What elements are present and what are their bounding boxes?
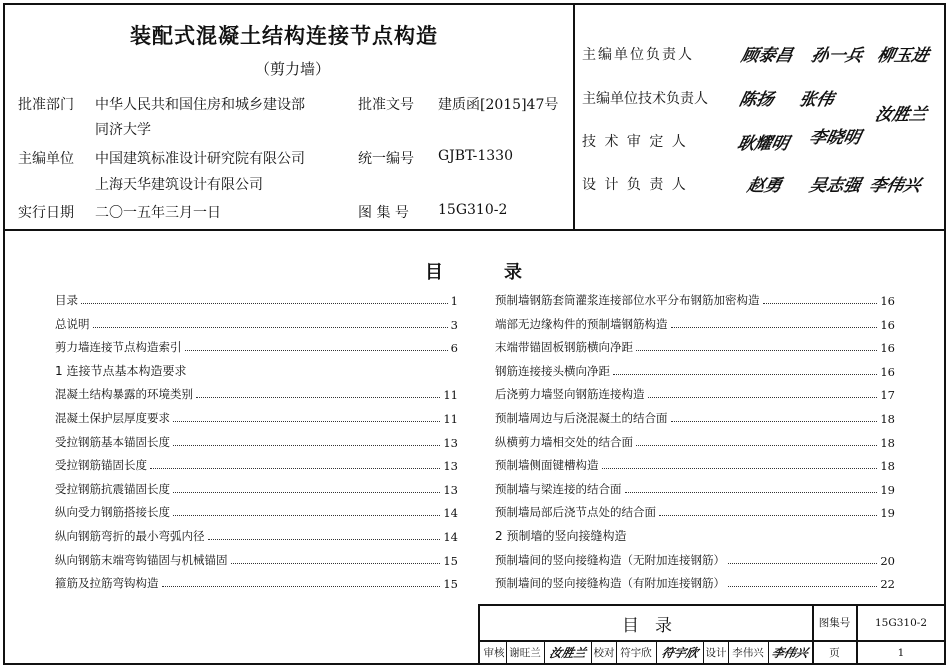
title-block-check-name: 符宇欣: [620, 647, 652, 659]
toc-entry[interactable]: [495, 500, 895, 520]
toc-entry-label: 受拉钢筋锚固长度: [55, 458, 147, 473]
toc-leader-dots: [81, 303, 448, 304]
toc-entry[interactable]: [55, 548, 458, 568]
document-subtitle: （剪力墙）: [255, 60, 331, 78]
toc-entry-page: 20: [880, 553, 895, 568]
toc-entry-page: 14: [443, 530, 458, 544]
toc-leader-dots: [231, 563, 441, 564]
resp-label-2: 主编单位技术负责人: [582, 91, 708, 107]
toc-leader-dots: [763, 303, 878, 304]
toc-entry-page: 22: [880, 577, 895, 592]
title-block-review-name: 谢旺兰: [509, 647, 541, 659]
toc-entry[interactable]: [495, 312, 895, 332]
toc-entry-page: 1: [450, 294, 458, 308]
toc-entry[interactable]: [55, 500, 458, 520]
signature: 张伟: [797, 90, 836, 110]
approval-doc: 建质函[2015]47号: [438, 97, 559, 113]
toc-entry[interactable]: [55, 477, 458, 497]
toc-leader-dots: [613, 374, 877, 375]
toc-leader-dots: [208, 539, 441, 540]
toc-leader-dots: [671, 421, 878, 422]
toc-entry[interactable]: [495, 406, 895, 426]
title-block-check-signature: 符宇欣: [660, 646, 700, 660]
toc-entry-page: 19: [880, 482, 895, 497]
signature: 顾泰昌: [739, 46, 795, 66]
toc-entry-page: 14: [443, 506, 458, 521]
toc-entry[interactable]: [495, 477, 895, 497]
toc-entry[interactable]: [55, 312, 458, 332]
approval-dept-label: 批准部门: [18, 97, 74, 113]
toc-entry[interactable]: [55, 453, 458, 473]
resp-label-3: 技 术 审 定 人: [582, 134, 688, 150]
toc-entry-label: 末端带锚固板钢筋横向净距: [495, 340, 633, 355]
toc-leader-dots: [185, 350, 448, 351]
effective-date: 二〇一五年三月一日: [95, 205, 221, 221]
document-title: 装配式混凝土结构连接节点构造: [130, 24, 438, 48]
toc-section-heading: 1 连接节点基本构造要求: [55, 363, 187, 378]
toc-leader-dots: [173, 421, 440, 422]
approval-doc-label: 批准文号: [358, 97, 414, 113]
toc-entry-label: 目录: [55, 293, 78, 307]
signature: 赵勇: [745, 176, 784, 196]
unified-no: GJBT-1330: [438, 148, 513, 164]
date-label: 实行日期: [18, 205, 74, 221]
toc-entry[interactable]: [55, 571, 458, 591]
toc-entry[interactable]: [495, 359, 895, 379]
toc-leader-dots: [602, 468, 878, 469]
title-block-atlas-label: 图集号: [818, 617, 851, 629]
title-block-review-signature: 汝胜兰: [548, 646, 588, 660]
toc-leader-dots: [150, 468, 440, 469]
title-block-title-left: 目: [622, 616, 639, 636]
toc-entry-label: 混凝土结构暴露的环境类别: [55, 387, 193, 402]
toc-entry[interactable]: [495, 453, 895, 473]
toc-entry-label: 总说明: [55, 316, 90, 331]
toc-entry-label: 预制墙侧面键槽构造: [495, 458, 599, 473]
title-block-page-label: 页: [829, 647, 840, 659]
toc-entry-label: 纵向钢筋弯折的最小弯弧内径: [55, 529, 205, 543]
toc-entry-page: 16: [880, 341, 895, 356]
toc-entry-page: 17: [880, 388, 895, 403]
toc-entry[interactable]: [495, 430, 895, 450]
title-block-check-label: 校对: [593, 647, 615, 659]
header-bottom-border: [3, 229, 946, 231]
toc-entry-page: 19: [880, 506, 895, 521]
toc-entry-label: 预制墙间的竖向接缝构造（有附加连接钢筋）: [495, 576, 725, 591]
signature: 汝胜兰: [873, 105, 929, 125]
toc-entry-label: 纵向钢筋末端弯钩锚固与机械锚固: [55, 552, 228, 567]
toc-entry-label: 受拉钢筋基本锚固长度: [55, 434, 170, 449]
toc-leader-dots: [173, 492, 440, 493]
toc-entry-label: 预制墙钢筋套筒灌浆连接部位水平分布钢筋加密构造: [495, 293, 760, 307]
editor-line-2: 中国建筑标准设计研究院有限公司: [95, 151, 305, 167]
toc-leader-dots: [648, 397, 878, 398]
title-block-design-signature: 李伟兴: [770, 646, 810, 660]
toc-entry[interactable]: [55, 382, 458, 402]
toc-entry-label: 预制墙周边与后浇混凝土的结合面: [495, 411, 668, 425]
title-block-design-name: 李伟兴: [732, 647, 764, 659]
toc-entry-page: 16: [880, 364, 895, 379]
toc-entry-page: 16: [880, 317, 895, 332]
editor-line-3: 上海天华建筑设计有限公司: [95, 177, 263, 193]
toc-entry[interactable]: [495, 571, 895, 591]
toc-section-heading: 2 预制墙的竖向接缝构造: [495, 529, 627, 543]
toc-entry-page: 16: [880, 294, 895, 308]
toc-entry-label: 后浇剪力墙竖向钢筋连接构造: [495, 387, 645, 402]
toc-entry-page: 3: [450, 317, 458, 332]
title-block-page-no: 1: [897, 646, 905, 659]
toc-entry-label: 箍筋及拉筋弯钩构造: [55, 576, 159, 591]
title-block-left: [478, 604, 480, 665]
title-block-atlas-no: 15G310-2: [874, 616, 928, 629]
toc-entry[interactable]: [495, 288, 895, 308]
toc-leader-dots: [728, 563, 877, 564]
editor-line-1: 同济大学: [95, 122, 151, 138]
toc-leader-dots: [162, 586, 441, 587]
toc-entry-page: 11: [443, 388, 458, 403]
title-block-design-label: 设计: [705, 647, 727, 659]
toc-leader-dots: [173, 515, 440, 516]
title-block-title-right: 录: [655, 616, 672, 636]
signature: 耿耀明: [735, 134, 791, 154]
toc-entry-label: 剪力墙连接节点构造索引: [55, 340, 182, 355]
toc-entry-label: 受拉钢筋抗震锚固长度: [55, 481, 170, 496]
toc-entry-page: 11: [443, 412, 458, 426]
toc-heading-left: 目: [425, 262, 443, 283]
editor-label: 主编单位: [18, 151, 74, 167]
toc-entry[interactable]: [495, 382, 895, 402]
toc-entry-page: 13: [443, 482, 458, 497]
toc-entry-page: 18: [880, 459, 895, 474]
toc-entry-page: 15: [443, 553, 458, 568]
toc-entry[interactable]: [55, 288, 458, 308]
unified-no-label: 统一编号: [358, 151, 414, 167]
approval-dept: 中华人民共和国住房和城乡建设部: [95, 97, 305, 113]
toc-entry-page: 15: [443, 577, 458, 592]
toc-entry[interactable]: [55, 406, 458, 426]
title-block-review-label: 审核: [483, 647, 505, 659]
toc-entry-page: 13: [443, 459, 458, 474]
toc-entry[interactable]: [55, 524, 458, 544]
toc-entry-label: 预制墙间的竖向接缝构造（无附加连接钢筋）: [495, 552, 725, 567]
toc-entry[interactable]: [495, 335, 895, 355]
toc-entry[interactable]: [55, 335, 458, 355]
toc-entry-label: 端部无边缘构件的预制墙钢筋构造: [495, 316, 668, 331]
signature: 孙一兵: [809, 46, 865, 66]
toc-entry-page: 6: [450, 341, 458, 356]
toc-leader-dots: [93, 327, 448, 328]
toc-leader-dots: [625, 492, 878, 493]
toc-leader-dots: [659, 515, 877, 516]
toc-leader-dots: [636, 350, 877, 351]
atlas-no: 15G310-2: [438, 202, 508, 218]
toc-entry[interactable]: [55, 430, 458, 450]
signature: 陈扬: [737, 90, 776, 110]
signature: 柳玉进: [875, 46, 931, 66]
toc-entry-label: 预制墙局部后浇节点处的结合面: [495, 505, 656, 520]
signature: 李伟兴: [867, 176, 923, 196]
header-column-divider: [573, 3, 575, 230]
resp-label-4: 设 计 负 责 人: [582, 177, 688, 193]
toc-leader-dots: [671, 327, 878, 328]
toc-entry-label: 钢筋连接接头横向净距: [495, 363, 610, 378]
signature: 李晓明: [807, 128, 863, 148]
toc-leader-dots: [728, 586, 877, 587]
toc-entry-page: 18: [880, 435, 895, 450]
atlas-no-label: 图 集 号: [358, 205, 409, 221]
resp-label-1: 主编单位负责人: [582, 47, 694, 63]
toc-entry-label: 混凝土保护层厚度要求: [55, 411, 170, 425]
toc-heading-right: 录: [504, 262, 522, 283]
toc-entry-page: 13: [443, 435, 458, 450]
toc-leader-dots: [173, 445, 440, 446]
toc-entry-label: 纵向受力钢筋搭接长度: [55, 505, 170, 520]
toc-entry-page: 18: [880, 412, 895, 426]
toc-entry-label: 纵横剪力墙相交处的结合面: [495, 434, 633, 449]
toc-entry-label: 预制墙与梁连接的结合面: [495, 481, 622, 496]
signature: 吴志强: [807, 176, 863, 196]
toc-leader-dots: [196, 397, 440, 398]
toc-leader-dots: [636, 445, 877, 446]
toc-entry[interactable]: [495, 548, 895, 568]
